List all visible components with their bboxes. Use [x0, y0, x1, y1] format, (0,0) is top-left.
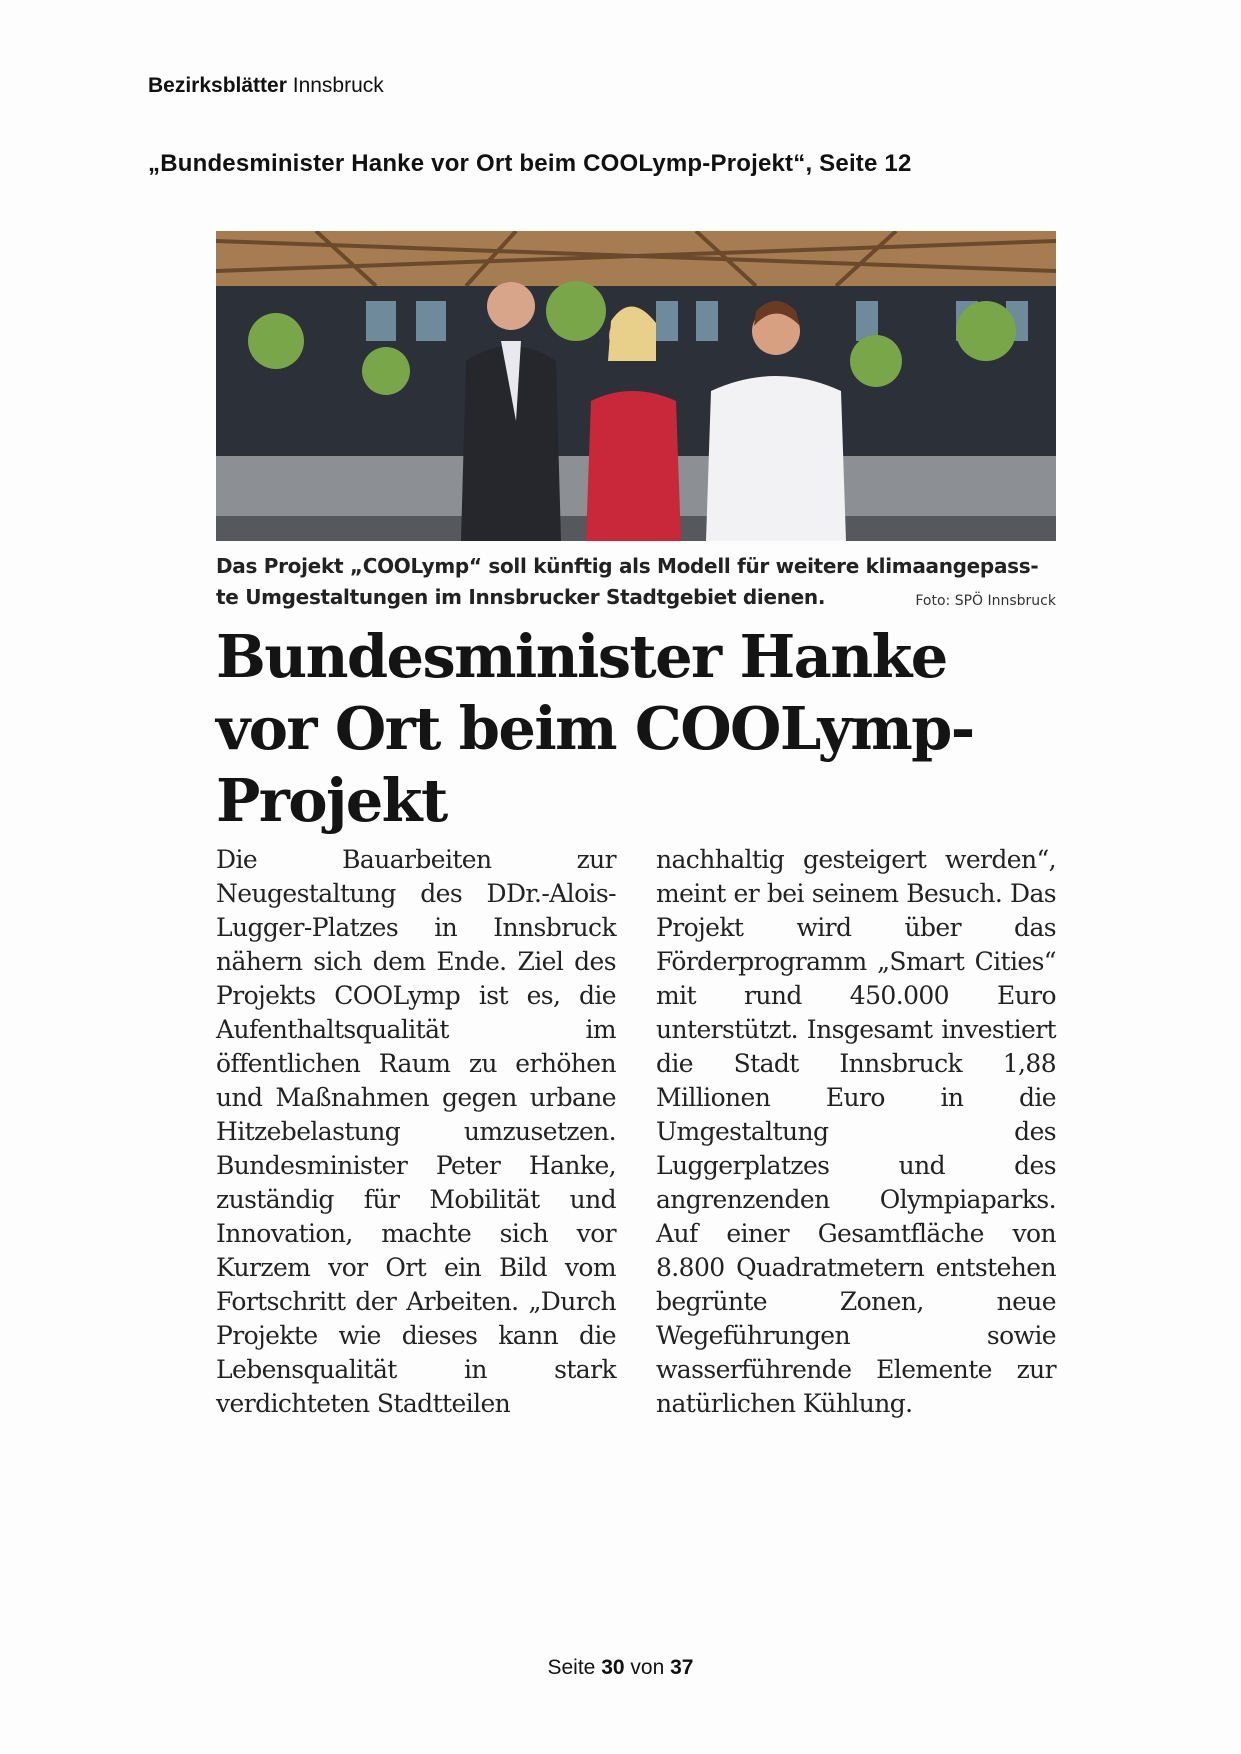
publication-name [148, 74, 384, 98]
newspaper-clipping [216, 231, 1056, 1421]
clipping-title: „Bundesminister Hanke vor Ort beim COOLymp-Projekt“, Seite 12 [148, 150, 912, 177]
article-photo [216, 231, 1056, 541]
page-prefix: Seite [547, 1656, 596, 1679]
publication-name-bold: Bezirksblätter [148, 74, 287, 97]
photo-caption-row [216, 551, 1056, 613]
page-current: 30 [601, 1656, 625, 1679]
page-total: 37 [670, 1656, 694, 1679]
photo-credit: Foto: SPÖ Innsbruck [915, 593, 1056, 609]
article-column-1: Die Bauarbeiten zur Neugestaltung des DDr.-Alois-Lugger-Platzes in Innsbruck nähern sich dem Ende. Ziel des Projekts COOLymp ist es, die Aufenthaltsqualität im öffentlichen Raum zu erhöhen und Maßnahmen gegen urbane Hitzebelastung umzusetzen. Bundesminister Peter Hanke, zuständig für Mobilität und Innovation, machte sich vor Kurzem vor Ort ein Bild vom Fortschritt der Arbeiten. „Durch Projekte wie dieses kann die Lebensqualität in stark verdichteten Stadtteilen [216, 845, 616, 1418]
article-headline: Bundesminister Hanke vor Ort beim COOLymp-Projekt [216, 622, 974, 835]
publication-name-city: Innsbruck [292, 74, 384, 97]
photo-caption: Das Projekt „COOLymp“ soll künftig als Modell für weitere klimaangepass-te Umgestaltungen im Innsbrucker Stadtgebiet dienen. [216, 554, 1039, 609]
page-of: von [630, 1656, 665, 1679]
article-body [216, 843, 1056, 1421]
article-column-2: nachhaltig gesteigert werden“, meint er bei seinem Besuch. Das Projekt wird über das Förderprogramm „Smart Cities“ mit rund 450.000 Euro unterstützt. Insgesamt investiert die Stadt Innsbruck 1,88 Millionen Euro in die Umgestaltung des Luggerplatzes und des angrenzenden Olympiaparks. Auf einer Gesamtfläche von 8.800 Quadratmetern entstehen begrünte Zonen, neue Wegeführungen sowie wasserführende Elemente zur natürlichen Kühlung. [656, 845, 1056, 1418]
page-number [0, 1656, 1241, 1680]
